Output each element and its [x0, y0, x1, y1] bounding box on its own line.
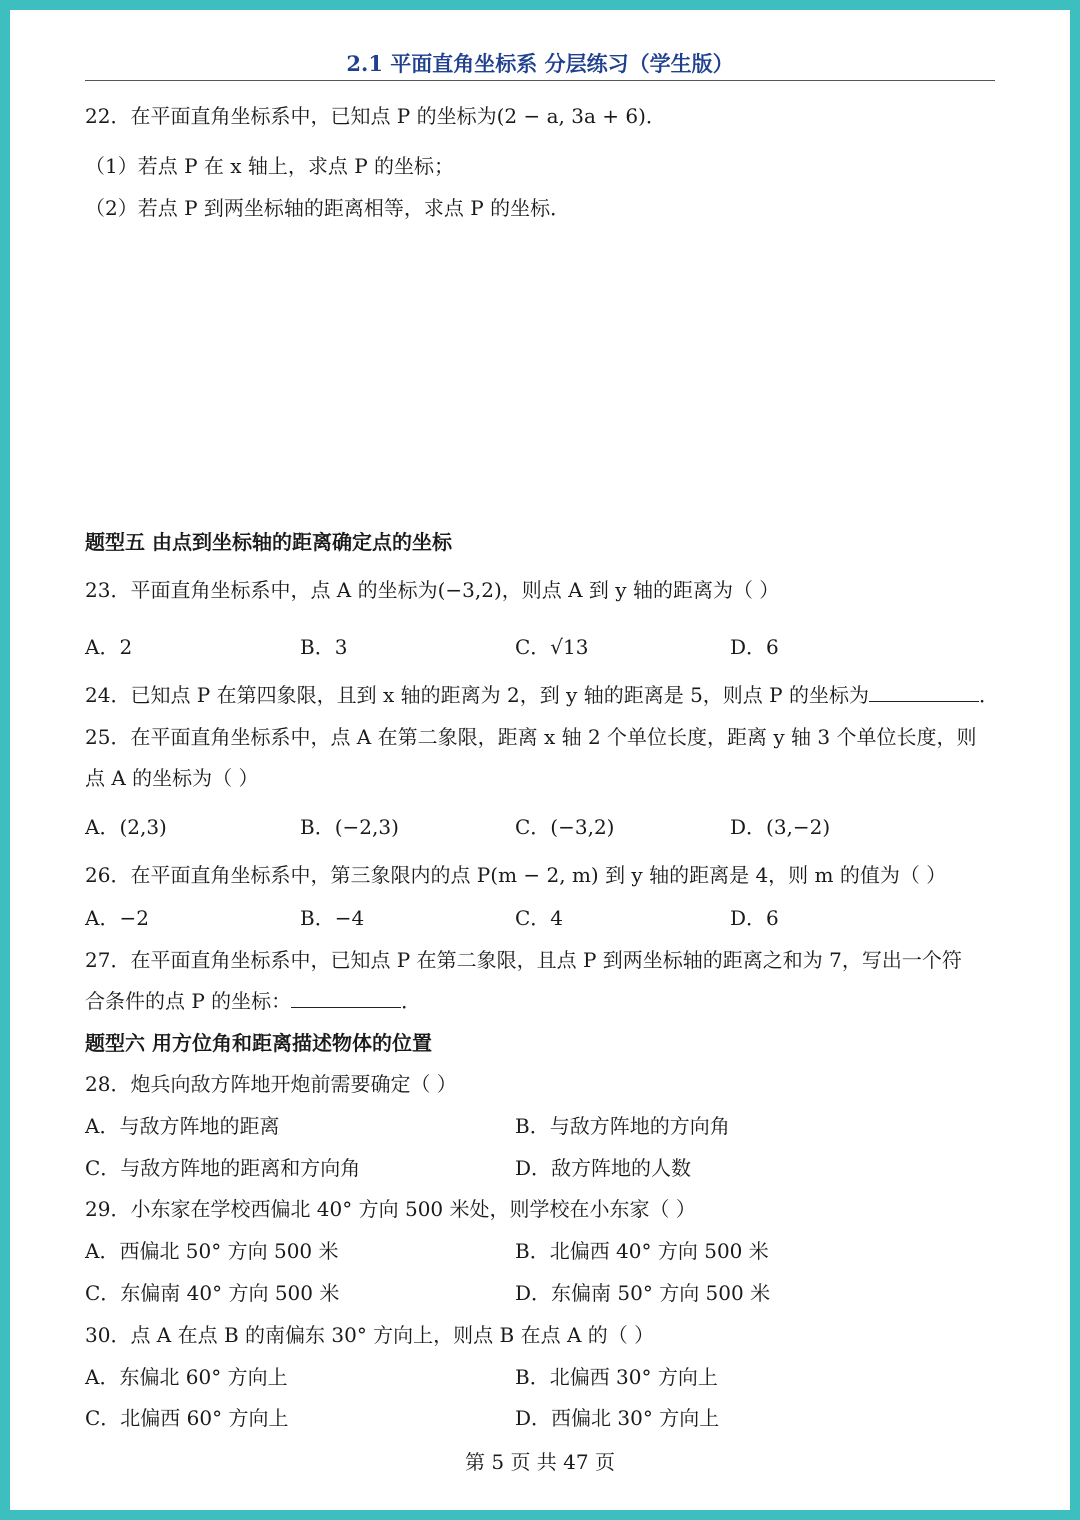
q30-option-b: B．北偏西 30° 方向上: [515, 1365, 718, 1389]
q27-line2: [85, 985, 421, 1014]
q27-answer-blank[interactable]: [291, 989, 401, 1008]
q28-option-b: B．与敌方阵地的方向角: [515, 1114, 730, 1138]
document-page: [10, 10, 1070, 1510]
q27-end: ．: [401, 989, 422, 1013]
section5-title: 题型五 由点到坐标轴的距离确定点的坐标: [85, 530, 452, 554]
q26-stem: 26．在平面直角坐标系中，第三象限内的点 P(m − 2, m) 到 y 轴的距离是 4，则 m 的值为（ ）: [85, 863, 947, 887]
q26-option-b: B．−4: [300, 906, 365, 930]
q29-option-b: B．北偏西 40° 方向 500 米: [515, 1239, 769, 1263]
q25-option-d: D．(3,−2): [730, 815, 831, 839]
q30-option-d: D．西偏北 30° 方向上: [515, 1406, 720, 1430]
q26-option-a: A．−2: [85, 906, 149, 930]
q22-sub2: （2）若点 P 到两坐标轴的距离相等，求点 P 的坐标．: [85, 196, 571, 220]
q28-stem: 28．炮兵向敌方阵地开炮前需要确定（ ）: [85, 1072, 457, 1096]
q24-answer-blank[interactable]: [869, 683, 979, 702]
q28-option-a: A．与敌方阵地的距离: [85, 1114, 280, 1138]
q29-option-d: D．东偏南 50° 方向 500 米: [515, 1281, 771, 1305]
q28-option-d: D．敌方阵地的人数: [515, 1156, 692, 1180]
q26-option-c: C．4: [515, 906, 564, 930]
q24-line: [85, 679, 999, 708]
q23-option-c: C．√13: [515, 635, 589, 659]
page-header-title: 2.1 平面直角坐标系 分层练习（学生版）: [346, 51, 734, 76]
q29-option-a: A．西偏北 50° 方向 500 米: [85, 1239, 339, 1263]
q25-option-c: C．(−3,2): [515, 815, 615, 839]
q28-option-c: C．与敌方阵地的距离和方向角: [85, 1156, 361, 1180]
q26-option-d: D．6: [730, 906, 779, 930]
q30-option-c: C．北偏西 60° 方向上: [85, 1406, 289, 1430]
q25-stem: 25．在平面直角坐标系中，点 A 在第二象限，距离 x 轴 2 个单位长度，距离 y 轴 3 个单位长度，则: [85, 725, 977, 749]
q30-option-a: A．东偏北 60° 方向上: [85, 1365, 288, 1389]
q22-stem: 22．在平面直角坐标系中，已知点 P 的坐标为(2 − a, 3a + 6)．: [85, 104, 666, 128]
q24-end: ．: [978, 683, 999, 707]
header-divider: [85, 80, 995, 81]
q29-stem: 29．小东家在学校西偏北 40° 方向 500 米处，则学校在小东家（ ）: [85, 1197, 696, 1221]
q23-option-d: D．6: [730, 635, 779, 659]
q22-sub1: （1）若点 P 在 x 轴上，求点 P 的坐标；: [85, 154, 455, 178]
q30-stem: 30．点 A 在点 B 的南偏东 30° 方向上，则点 B 在点 A 的（ ）: [85, 1323, 655, 1347]
page-footer: 第 5 页 共 47 页: [465, 1450, 615, 1474]
q25-stem2: 点 A 的坐标为（ ）: [85, 766, 259, 790]
q27-stem2: 合条件的点 P 的坐标：: [85, 989, 292, 1013]
q23-stem: 23．平面直角坐标系中，点 A 的坐标为(−3,2)，则点 A 到 y 轴的距离为（ ）: [85, 578, 780, 602]
q29-option-c: C．东偏南 40° 方向 500 米: [85, 1281, 340, 1305]
q27-stem: 27．在平面直角坐标系中，已知点 P 在第二象限，且点 P 到两坐标轴的距离之和为 7，写出一个符: [85, 948, 962, 972]
section6-title: 题型六 用方位角和距离描述物体的位置: [85, 1031, 432, 1055]
q25-option-b: B．(−2,3): [300, 815, 399, 839]
q23-option-a: A．2: [85, 635, 133, 659]
q25-option-a: A．(2,3): [85, 815, 167, 839]
q23-option-b: B．3: [300, 635, 348, 659]
q24-stem: 24．已知点 P 在第四象限，且到 x 轴的距离为 2，到 y 轴的距离是 5，则点 P 的坐标为: [85, 683, 869, 707]
